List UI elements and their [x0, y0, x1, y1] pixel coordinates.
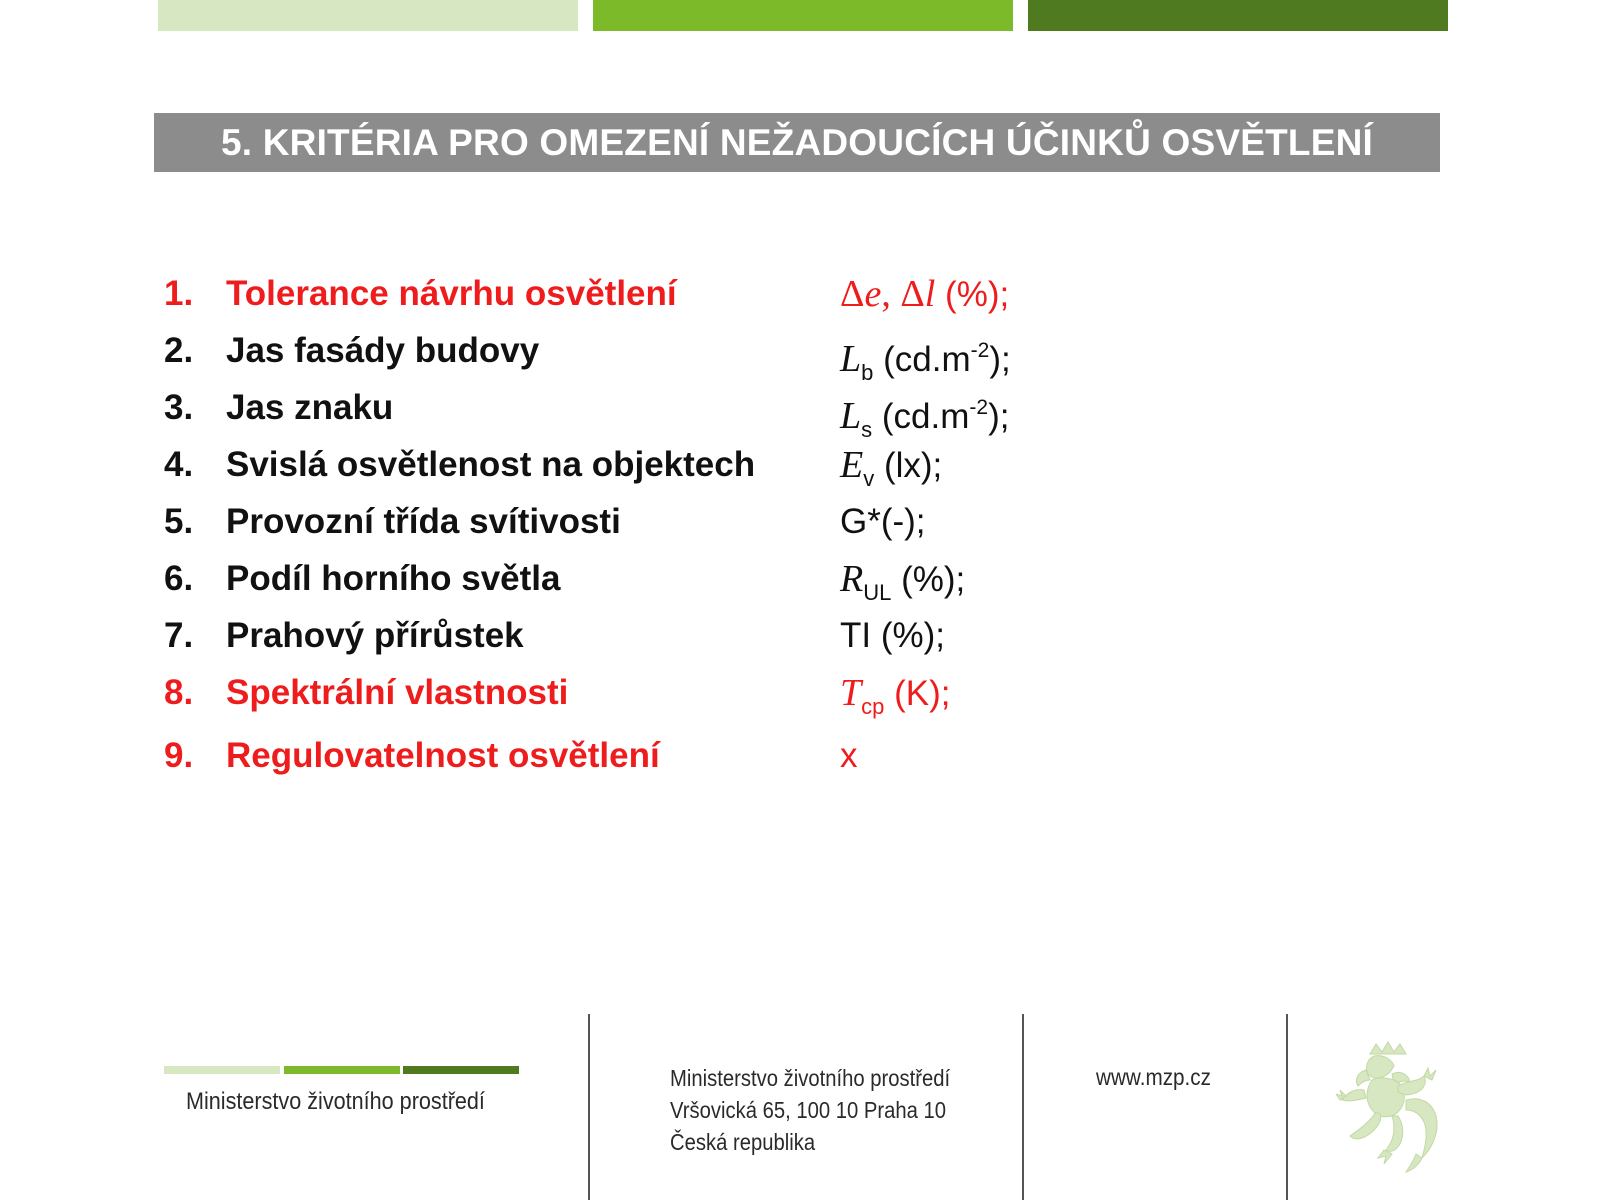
unit-text: (K);: [884, 674, 951, 713]
criterion-row-8: [0, 668, 1600, 718]
criterion-label: Jas fasády budovy: [226, 331, 540, 370]
unit-text: (cd.m: [873, 340, 971, 379]
criterion-unit: [840, 269, 1009, 320]
unit-symbol: R: [840, 558, 864, 600]
criterion-label: Prahový přírůstek: [226, 616, 524, 655]
unit-text: );: [988, 397, 1010, 436]
criterion-row-9: [0, 731, 1600, 781]
slide-title: 5. KRITÉRIA PRO OMEZENÍ NEŽADOUCÍCH ÚČINKŮ OSVĚTLENÍ: [154, 113, 1440, 172]
unit-text: (cd.m: [872, 397, 970, 436]
criterion-number: 7.: [164, 616, 194, 655]
footer-divider: [588, 1014, 590, 1200]
criterion-unit: [840, 440, 942, 504]
unit-subscript: cp: [861, 694, 885, 719]
criterion-unit: G*(-);: [840, 502, 926, 541]
criterion-row-7: [0, 611, 1600, 661]
address-line: Ministerstvo životního prostředí: [670, 1065, 951, 1091]
footer-divider: [1022, 1014, 1024, 1200]
unit-text: (lx);: [874, 446, 943, 485]
criterion-row-3: [0, 383, 1600, 442]
unit-subscript: v: [863, 466, 875, 491]
criterion-row-2: [0, 326, 1600, 385]
criterion-row-4: [0, 440, 1600, 490]
criterion-number: 8.: [164, 673, 194, 712]
footer-address: [670, 1062, 950, 1158]
unit-subscript: s: [861, 417, 873, 442]
criterion-row-5: [0, 497, 1600, 547]
footer-bar-mid-green: [284, 1066, 400, 1074]
criterion-number: 5.: [164, 502, 194, 541]
criterion-label: Svislá osvětlenost na objektech: [226, 445, 756, 484]
criterion-number: 3.: [164, 388, 194, 427]
criterion-label: Jas znaku: [226, 388, 394, 427]
criterion-unit: TI (%);: [840, 616, 945, 655]
footer-bar-light-green: [164, 1066, 280, 1074]
unit-symbol: L: [840, 395, 862, 437]
criterion-number: 2.: [164, 331, 194, 370]
address-line: Vršovická 65, 100 10 Praha 10: [670, 1097, 947, 1123]
unit-symbol: T: [840, 672, 862, 714]
unit-superscript: -2: [969, 396, 989, 419]
criterion-number: 4.: [164, 445, 194, 484]
criterion-unit: [840, 554, 965, 618]
unit-text: (%);: [891, 560, 966, 599]
unit-text: );: [989, 340, 1011, 379]
unit-subscript: UL: [863, 580, 892, 605]
unit-subscript: b: [861, 360, 874, 385]
footer-ministry-name: Ministerstvo životního prostředí: [186, 1088, 485, 1115]
unit-separator: ,: [881, 273, 901, 315]
address-line: Česká republika: [670, 1129, 816, 1155]
criterion-label: Provozní třída svítivosti: [226, 502, 621, 541]
criterion-unit: [840, 668, 951, 732]
footer-website-link[interactable]: www.mzp.cz: [1096, 1064, 1212, 1090]
unit-text: (%);: [935, 275, 1010, 314]
unit-symbol: l: [924, 273, 936, 315]
footer-bar-dark-green: [403, 1066, 519, 1074]
czech-lion-emblem-icon: [1336, 1040, 1448, 1176]
criterion-label: Tolerance návrhu osvětlení: [226, 274, 677, 313]
unit-symbol: e: [864, 273, 882, 315]
unit-symbol: L: [840, 338, 862, 380]
criterion-number: 1.: [164, 274, 194, 313]
unit-symbol: E: [840, 444, 864, 486]
criterion-row-6: [0, 554, 1600, 604]
criterion-unit: x: [840, 736, 858, 775]
criterion-label: Spektrální vlastnosti: [226, 673, 569, 712]
criterion-number: 9.: [164, 736, 194, 775]
footer-divider: [1286, 1014, 1288, 1200]
criterion-row-1: [0, 269, 1600, 319]
unit-superscript: -2: [970, 339, 990, 362]
delta-symbol: Δ: [900, 273, 925, 315]
criterion-label: Podíl horního světla: [226, 559, 561, 598]
criterion-number: 6.: [164, 559, 194, 598]
criterion-label: Regulovatelnost osvětlení: [226, 736, 660, 775]
delta-symbol: Δ: [840, 273, 865, 315]
